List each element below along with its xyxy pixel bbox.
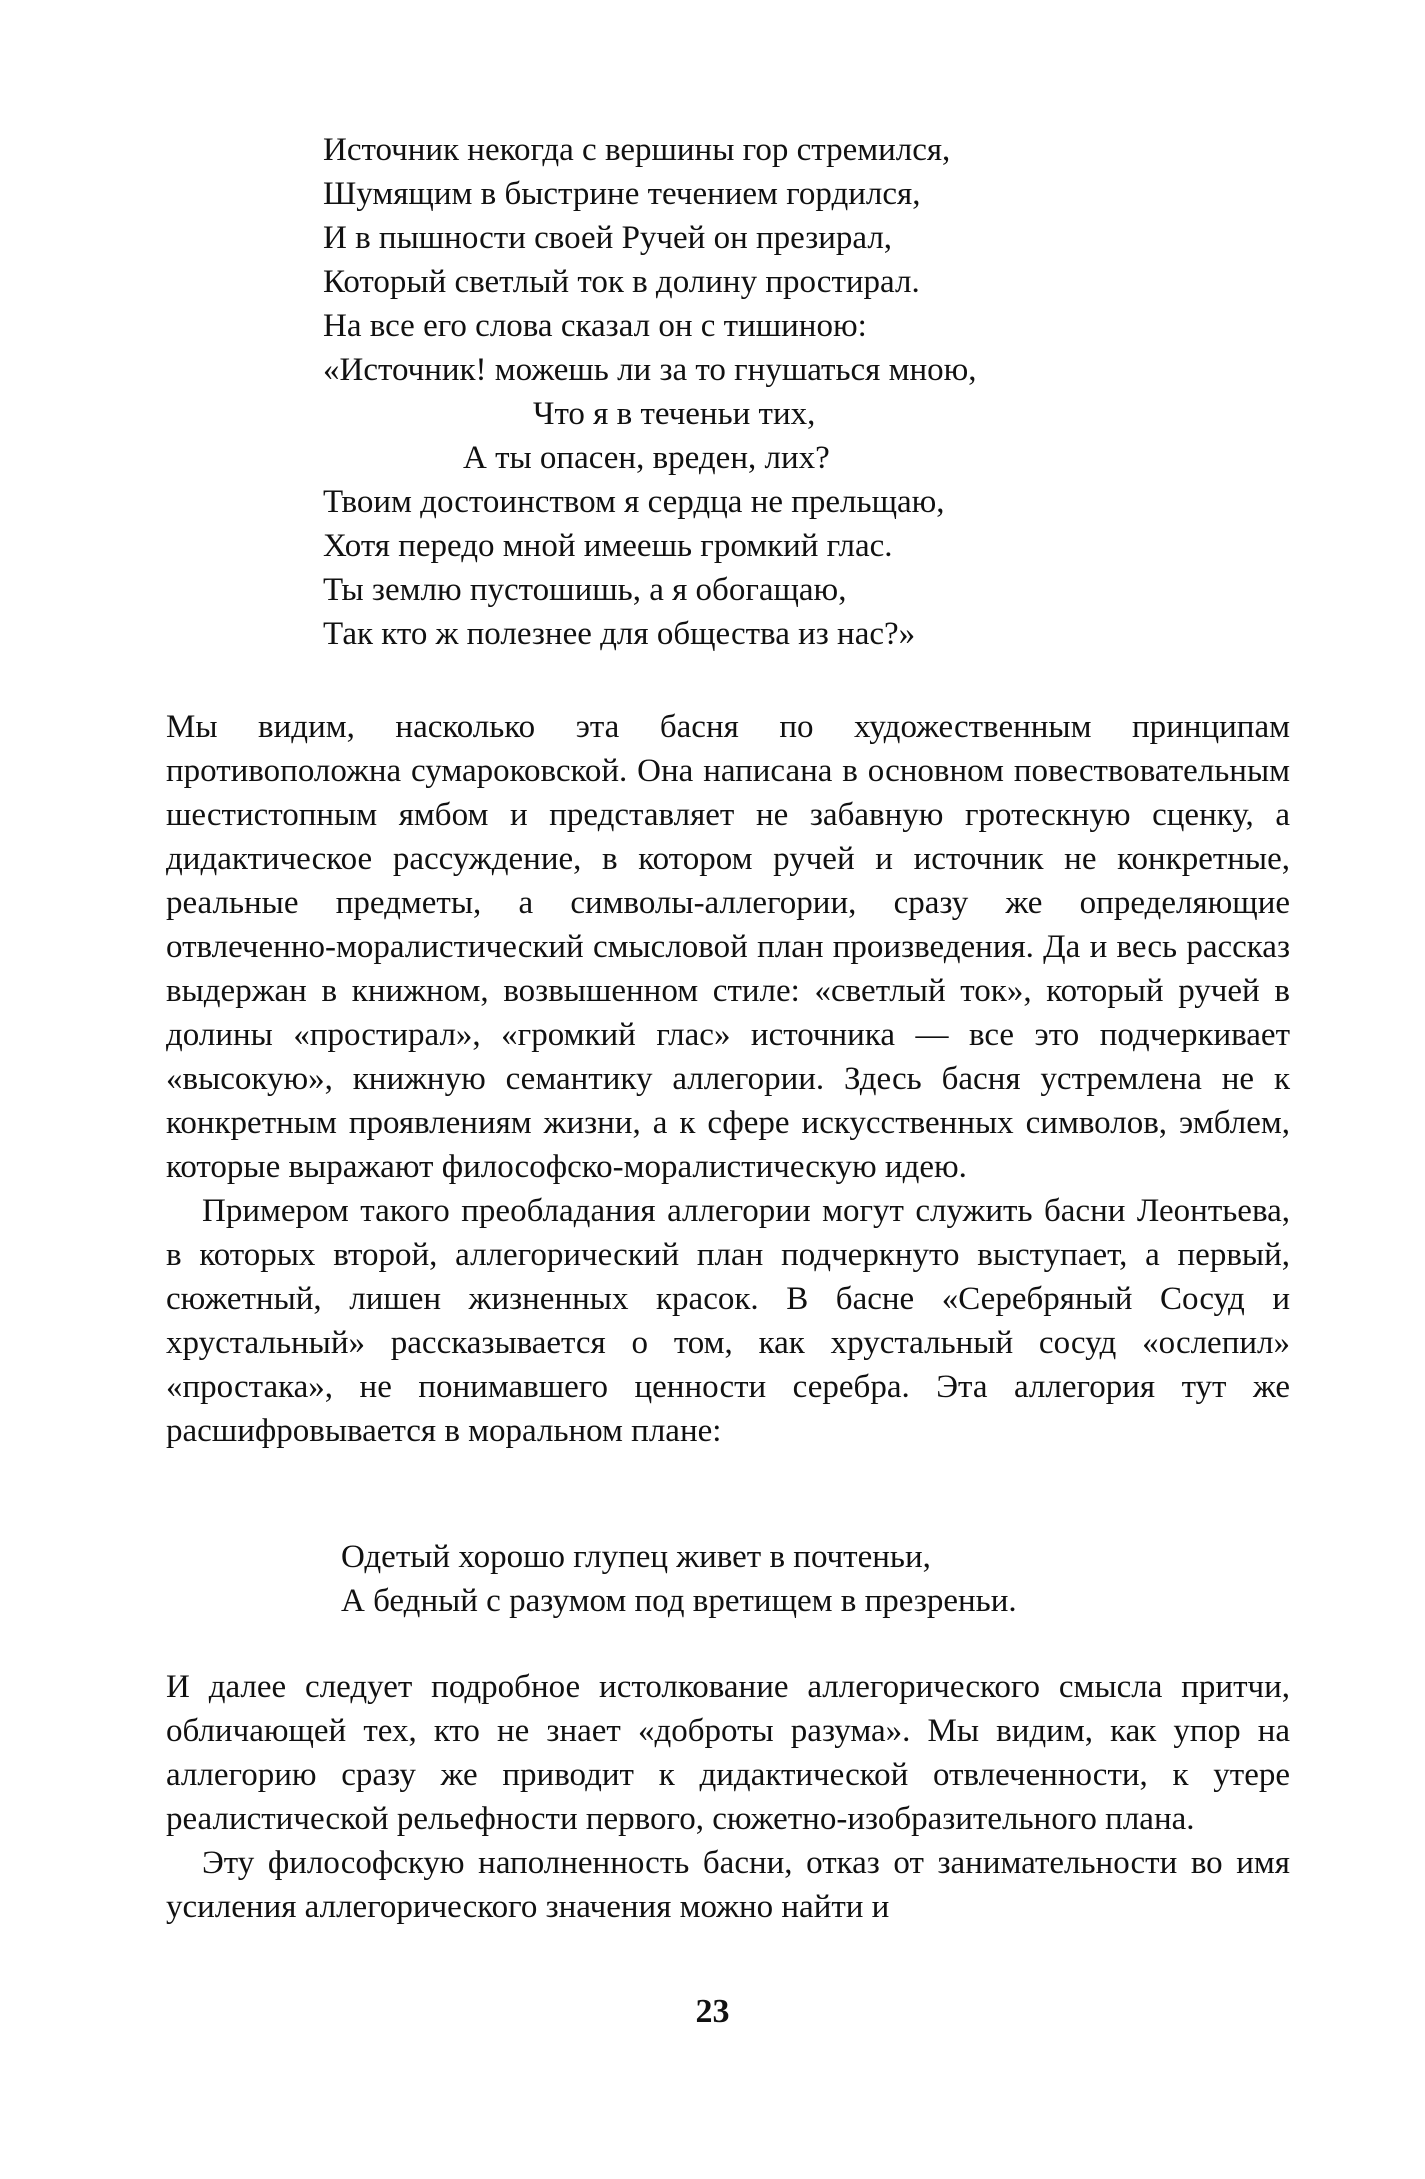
poem-line: А ты опасен, вреден, лих? — [463, 440, 830, 476]
poem-line: Так кто ж полезнее для общества из нас?» — [323, 616, 916, 652]
body-text-section-1 — [166, 705, 1290, 1453]
poem-line: И в пышности своей Ручей он презирал, — [323, 220, 893, 256]
body-text-section-2 — [166, 1665, 1290, 1929]
poem-line: Твоим достоинством я сердца не прельщаю, — [323, 484, 945, 520]
quoted-verse — [341, 1535, 1241, 1623]
paragraph: И далее следует подробное истолкование аллегорического смысла притчи, обличающей тех, кто не знает «доброты разума». Мы видим, как упор на аллегорию сразу же приводит к дидактической отвлеченности, к утере реалистической рельефности первого, сюжетно-изобразительного плана. — [166, 1669, 1290, 1837]
paragraph: Примером такого преобладания аллегории могут служить басни Леонтьева, в которых второй, аллегорический план подчеркнуто выступает, а первый, сюжетный, лишен жизненных красок. В басне «Серебряный Сосуд и хрустальный» рассказывается о том, как хрустальный сосуд «ослепил» «простака», не понимавшего ценности серебра. Эта аллегория тут же расшифровывается в моральном плане: — [166, 1193, 1290, 1449]
poem-line: Источник некогда с вершины гор стремился, — [323, 132, 951, 168]
fable-poem — [323, 128, 1223, 656]
poem-line: А бедный с разумом под вретищем в презреньи. — [341, 1583, 1017, 1619]
poem-line: Что я в теченьи тих, — [533, 396, 816, 432]
poem-line: Который светлый ток в долину простирал. — [323, 264, 920, 300]
paragraph: Мы видим, насколько эта басня по художественным принципам противоположна сумароковской. Она написана в основном повествовательным шестистопным ямбом и представляет не забавную гротескную сценку, а дидактическое рассуждение, в котором ручей и источник не конкретные, реальные предметы, а символы-аллегории, сразу же определяющие отвлеченно-моралистический смысловой план произведения. Да и весь рассказ выдержан в книжном, возвышенном стиле: «светлый ток», который ручей в долины «простирал», «громкий глас» источника — все это подчеркивает «высокую», книжную семантику аллегории. Здесь басня устремлена не к конкретным проявлениям жизни, а к сфере искусственных символов, эмблем, которые выражают философско-моралистическую идею. — [166, 709, 1290, 1185]
poem-line: На все его слова сказал он с тишиною: — [323, 308, 867, 344]
poem-line: «Источник! можешь ли за то гнушаться мною, — [323, 352, 977, 388]
poem-line: Шумящим в быстрине течением гордился, — [323, 176, 921, 212]
poem-line: Ты землю пустошишь, а я обогащаю, — [323, 572, 847, 608]
poem-line: Хотя передо мной имеешь громкий глас. — [323, 528, 893, 564]
paragraph: Эту философскую наполненность басни, отказ от занимательности во имя усиления аллегорического значения можно найти и — [166, 1845, 1290, 1925]
poem-line: Одетый хорошо глупец живет в почтеньи, — [341, 1539, 931, 1575]
page-number: 23 — [695, 1993, 730, 2030]
